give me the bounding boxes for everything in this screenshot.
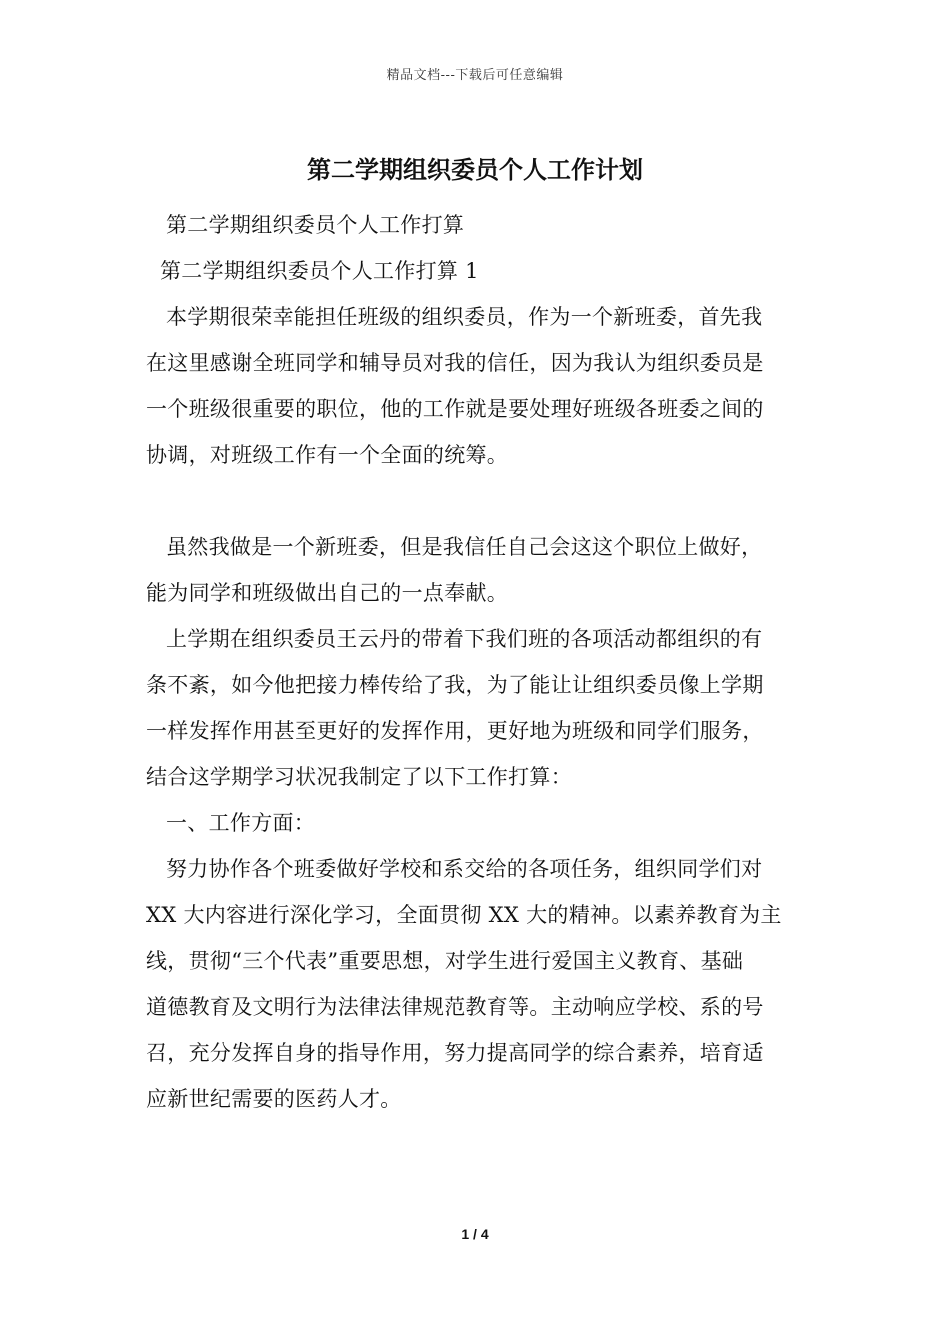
paragraph-work xyxy=(146,846,806,1122)
paragraph-line: 本学期很荣幸能担任班级的组织委员，作为一个新班委，首先我 xyxy=(166,305,763,329)
paragraph-line: XX 大内容进行深化学习，全面贯彻 XX 大的精神。以素养教育为主 xyxy=(146,903,782,927)
paragraph-line: 道德教育及文明行为法律法律规范教育等。主动响应学校、系的号 xyxy=(146,995,764,1019)
paragraph-line: 能为同学和班级做出自己的一点奉献。 xyxy=(146,581,509,605)
paragraph-line: 一个班级很重要的职位，他的工作就是要处理好班级各班委之间的 xyxy=(146,397,764,421)
paragraph-line: 条不紊，如今他把接力棒传给了我，为了能让让组织委员像上学期 xyxy=(146,673,764,697)
paragraph-line: 召，充分发挥自身的指导作用，努力提高同学的综合素养，培育适 xyxy=(146,1041,764,1065)
paragraph-line: 应新世纪需要的医药人才。 xyxy=(146,1087,402,1111)
paragraph-line: 线，贯彻“三个代表”重要思想，对学生进行爱国主义教育、基础 xyxy=(146,949,744,973)
paragraph-line: 结合这学期学习状况我制定了以下工作打算： xyxy=(146,765,572,789)
section-heading-work: 一、工作方面： xyxy=(166,811,316,835)
subtitle-plan: 第二学期组织委员个人工作打算 xyxy=(166,213,465,237)
page-number: 1 / 4 xyxy=(461,1226,489,1242)
subtitle-plan-1: 第二学期组织委员个人工作打算 1 xyxy=(160,259,479,283)
paragraph-confidence xyxy=(146,524,806,616)
paragraph-line: 努力协作各个班委做好学校和系交给的各项任务，组织同学们对 xyxy=(166,857,763,881)
paragraph-line: 协调，对班级工作有一个全面的统筹。 xyxy=(146,443,509,467)
paragraph-line: 上学期在组织委员王云丹的带着下我们班的各项活动都组织的有 xyxy=(166,627,763,651)
blank-line xyxy=(146,478,806,524)
paragraph-previous-term xyxy=(146,616,806,800)
paragraph-line: 虽然我做是一个新班委，但是我信任自己会这这个职位上做好， xyxy=(166,535,763,559)
paragraph-line: 一样发挥作用甚至更好的发挥作用，更好地为班级和同学们服务， xyxy=(146,719,764,743)
paragraph-intro xyxy=(146,294,806,478)
document-title: 第二学期组织委员个人工作计划 xyxy=(307,155,643,184)
page-header: 精品文档---下载后可任意编辑 xyxy=(386,68,564,83)
document-body xyxy=(146,202,806,1122)
paragraph-line: 在这里感谢全班同学和辅导员对我的信任，因为我认为组织委员是 xyxy=(146,351,764,375)
